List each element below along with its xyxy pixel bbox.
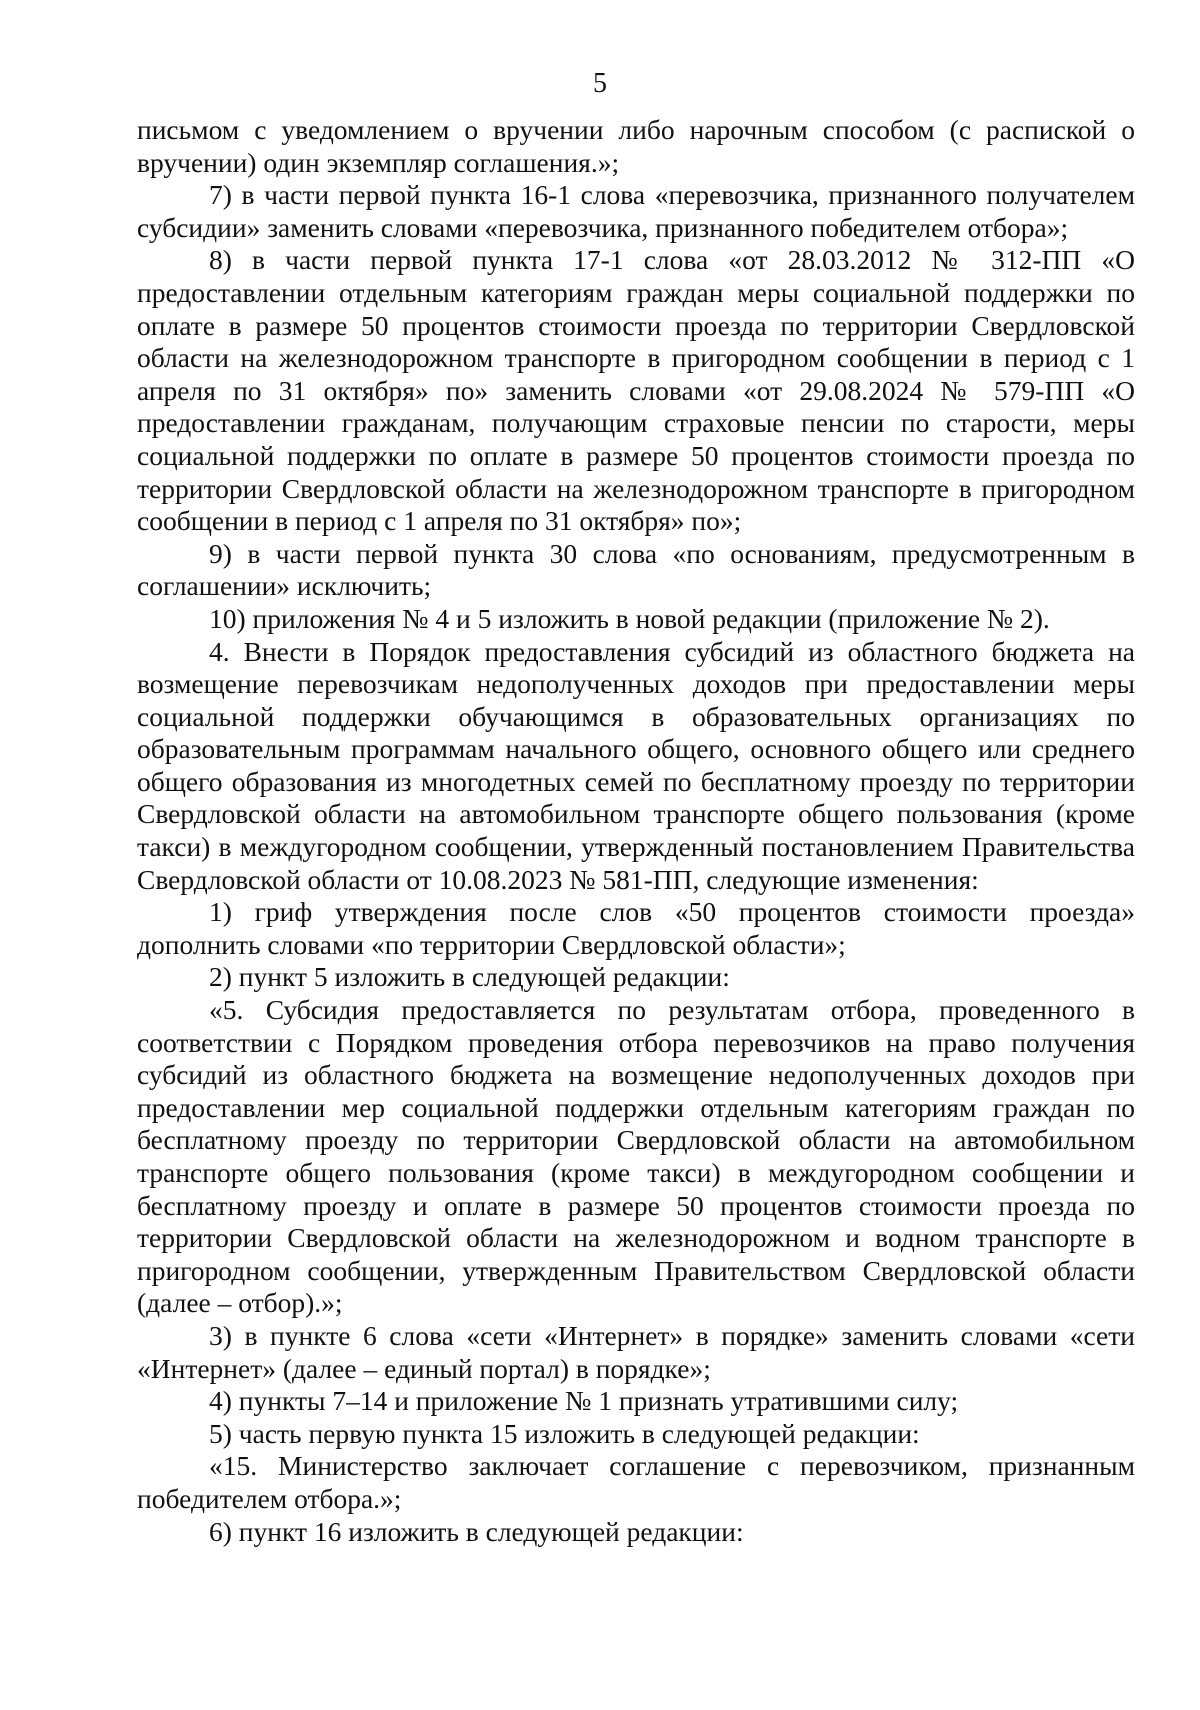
paragraph-subitem-3: 3) в пункте 6 слова «сети «Интернет» в порядке» заменить словами «сети «Интернет» (далее – единый портал) в порядке»; [137,1319,1135,1384]
paragraph-subitem-6: 6) пункт 16 изложить в следующей редакции: [209,1515,744,1547]
paragraph-subitem-5: 5) часть первую пункта 15 изложить в следующей редакции: [209,1417,920,1449]
paragraph-subitem-2: 2) пункт 5 изложить в следующей редакции: [209,961,730,993]
paragraph-subitem-4: 4) пункты 7–14 и приложение № 1 признать утратившими силу; [209,1385,959,1417]
paragraph-item-7: 7) в части первой пункта 16-1 слова «перевозчика, признанного получателем субсидии» заменить словами «перевозчика, признанного победителем отбора»; [137,179,1135,243]
paragraph-section-4: 4. Внести в Порядок предоставления субсидий из областного бюджета на возмещение перевозчикам недополученных доходов при предоставлении меры социальной поддержки обучающимся в образовательных организациях по образовательным программам начального общего, основного общего или среднего общего образования из многодетных семей по бесплатному проезду по территории Свердловской области на автомобильном транспорте общего пользования (кроме такси) в междугородном сообщении, утвержденный постановлением Правительства Свердловской области от 10.08.2023 № 581-ПП, следующие изменения: [137,635,1135,895]
document-body [137,114,1135,1548]
paragraph-quote-5: «5. Субсидия предоставляется по результатам отбора, проведенного в соответствии с Порядком проведения отбора перевозчиков на право получения субсидий из областного бюджета на возмещение недополученных доходов при предоставлении мер социальной поддержки отдельным категориям граждан по бесплатному проезду по территории Свердловской области на автомобильном транспорте общего пользования (кроме такси) в междугородном сообщении и бесплатному проезду и оплате в размере 50 процентов стоимости проезда по территории Свердловской области на железнодорожном и водном транспорте в пригородном сообщении, утвержденным Правительством Свердловской области (далее – отбор).»; [137,994,1135,1319]
paragraph-quote-15: «15. Министерство заключает соглашение с перевозчиком, признанным победителем отбора.»; [137,1450,1135,1514]
paragraph-item-8: 8) в части первой пункта 17-1 слова «от 28.03.2012 № 312-ПП «О предоставлении отдельным категориям граждан меры социальной поддержки по оплате в размере 50 процентов стоимости проезда по территории Свердловской области на железнодорожном транспорте в пригородном сообщении в период с 1 апреля по 31 октября» по» заменить словами «от 29.08.2024 № 579-ПП «О предоставлении гражданам, получающим страховые пенсии по старости, меры социальной поддержки по оплате в размере 50 процентов стоимости проезда по территории Свердловской области на железнодорожном транспорте в пригородном сообщении в период с 1 апреля по 31 октября» по»; [137,244,1135,537]
paragraph-item-9: 9) в части первой пункта 30 слова «по основаниям, предусмотренным в соглашении» исключить; [137,537,1135,602]
paragraph-subitem-1: 1) гриф утверждения после слов «50 процентов стоимости проезда» дополнить словами «по территории Свердловской области»; [137,896,1135,960]
paragraph-continuation: письмом с уведомлением о вручении либо нарочным способом (с распиской о вручении) один экземпляр соглашения.»; [137,114,1135,178]
page-number: 5 [593,68,607,99]
paragraph-item-10: 10) приложения № 4 и 5 изложить в новой редакции (приложение № 2). [209,602,1050,634]
